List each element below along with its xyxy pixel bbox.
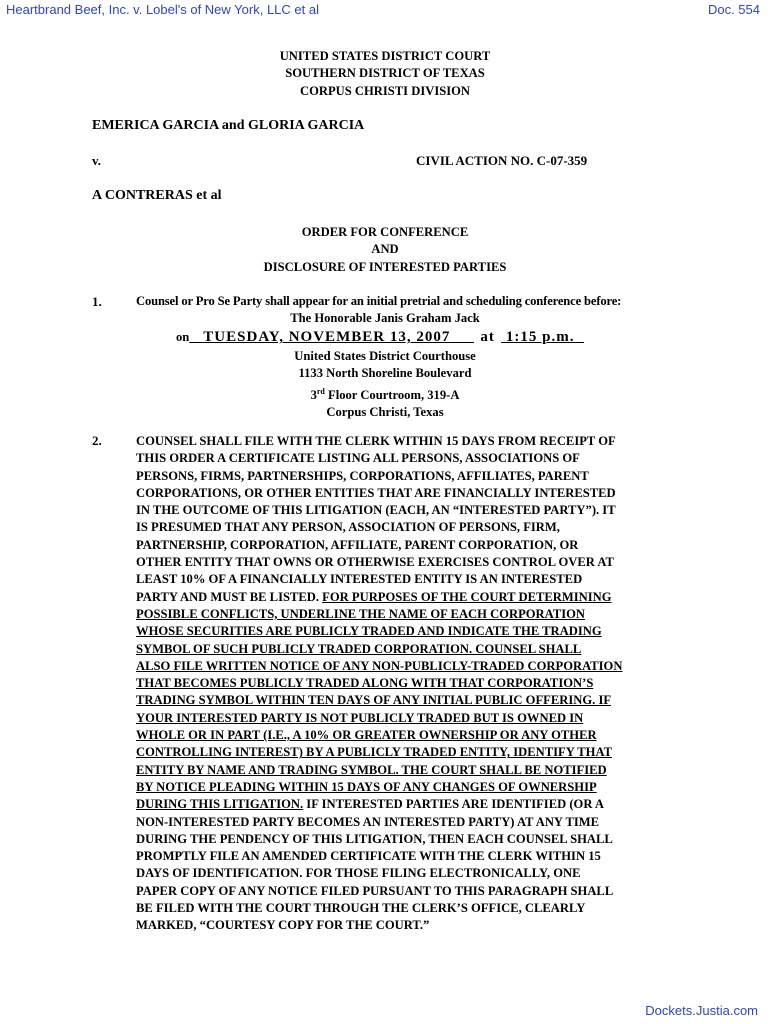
paragraph2-line: YOUR INTERESTED PARTY IS NOT PUBLICLY TRADED BUT IS OWNED IN: [136, 710, 584, 725]
paragraph2-line: WHOLE OR IN PART (I.E., A 10% OR GREATER OWNERSHIP OR ANY OTHER: [136, 728, 597, 743]
paragraph2-text: [136, 433, 696, 935]
paragraph2-line: WHOSE SECURITIES ARE PUBLICLY TRADED AND INDICATE THE TRADING: [136, 624, 602, 639]
paragraph2-line: PARTNERSHIP, CORPORATION, AFFILIATE, PARENT CORPORATION, OR: [136, 537, 579, 552]
paragraph2-line: ALSO FILE WRITTEN NOTICE OF ANY NON-PUBLICLY-TRADED CORPORATION: [136, 658, 623, 673]
civil-action-number: CIVIL ACTION NO. C-07-359: [416, 153, 588, 168]
paragraph2-line: OTHER ENTITY THAT OWNS OR OTHERWISE EXERCISES CONTROL OVER AT: [136, 555, 614, 570]
paragraph2-line: POSSIBLE CONFLICTS, UNDERLINE THE NAME OF EACH CORPORATION: [136, 606, 586, 621]
paragraph2-line: PARTY AND MUST BE LISTED. FOR PURPOSES OF THE COURT DETERMINING: [136, 589, 612, 604]
paragraph2-line: ENTITY BY NAME AND TRADING SYMBOL. THE COURT SHALL BE NOTIFIED: [136, 762, 607, 777]
paragraph2-line: THIS ORDER A CERTIFICATE LISTING ALL PERSONS, ASSOCIATIONS OF: [136, 451, 580, 466]
paragraph2-line: LEAST 10% OF A FINANCIALLY INTERESTED ENTITY IS AN INTERESTED: [136, 572, 583, 587]
paragraph2-line: SYMBOL OF SUCH PUBLICLY TRADED CORPORATION. COUNSEL SHALL: [136, 641, 582, 656]
paragraph2-line: BE FILED WITH THE COURT THROUGH THE CLERK’S OFFICE, CLEARLY: [136, 901, 586, 916]
justia-footer-link[interactable]: Dockets.Justia.com: [645, 1003, 758, 1018]
paragraph-number: 1.: [92, 294, 102, 309]
doc-number-link[interactable]: Doc. 554: [707, 2, 760, 17]
paragraph2-line: PROMPTLY FILE AN AMENDED CERTIFICATE WITH THE CLERK WITHIN 15: [136, 849, 601, 864]
plaintiffs: EMERICA GARCIA and GLORIA GARCIA: [92, 118, 365, 133]
address-line: 1133 North Shoreline Boulevard: [298, 366, 472, 381]
paragraph2-line: DAYS OF IDENTIFICATION. FOR THOSE FILING ELECTRONICALLY, ONE: [136, 866, 581, 881]
court-heading: [0, 48, 770, 100]
order-title-line: ORDER FOR CONFERENCE: [301, 225, 469, 239]
paragraph2-line: IN THE OUTCOME OF THIS LITIGATION (EACH, AN “INTERESTED PARTY”). IT: [136, 503, 616, 518]
court-line: SOUTHERN DISTRICT OF TEXAS: [285, 66, 485, 81]
paragraph-number: 2.: [92, 433, 102, 448]
at-label: at: [480, 329, 495, 345]
order-title-line: DISCLOSURE OF INTERESTED PARTIES: [263, 259, 507, 274]
paragraph2-line: THAT BECOMES PUBLICLY TRADED ALONG WITH THAT CORPORATION’S: [136, 676, 594, 691]
paragraph2-line: DURING THE PENDENCY OF THIS LITIGATION, THEN EACH COUNSEL SHALL: [136, 831, 613, 846]
judge-name: The Honorable Janis Graham Jack: [290, 311, 480, 325]
order-title: [0, 224, 770, 276]
paragraph2-line: MARKED, “COURTESY COPY FOR THE COURT.”: [136, 918, 430, 933]
paragraph2-line: PERSONS, FIRMS, PARTNERSHIPS, CORPORATIONS, AFFILIATES, PARENT: [136, 468, 589, 483]
paragraph2-line: COUNSEL SHALL FILE WITH THE CLERK WITHIN 15 DAYS FROM RECEIPT OF: [136, 434, 616, 448]
paragraph2-line: IS PRESUMED THAT ANY PERSON, ASSOCIATION OF PERSONS, FIRM,: [136, 520, 560, 535]
court-line: CORPUS CHRISTI DIVISION: [299, 83, 471, 98]
defendants: A CONTRERAS et al: [92, 188, 222, 203]
case-title-link[interactable]: Heartbrand Beef, Inc. v. Lobel's of New York, LLC et al: [6, 2, 319, 17]
paragraph2-line: CONTROLLING INTEREST) BY A PUBLICLY TRADED ENTITY, IDENTIFY THAT: [136, 745, 613, 760]
address-line: Corpus Christi, Texas: [326, 405, 444, 420]
paragraph2-line: CORPORATIONS, OR OTHER ENTITIES THAT ARE FINANCIALLY INTERESTED: [136, 485, 616, 500]
address-line: 3rd Floor Courtroom, 319-A: [310, 386, 460, 402]
paragraph2-line: NON-INTERESTED PARTY BECOMES AN INTERESTED PARTY) AT ANY TIME: [136, 814, 600, 829]
court-line: UNITED STATES DISTRICT COURT: [279, 49, 491, 63]
paragraph2-line: TRADING SYMBOL WITHIN TEN DAYS OF ANY INITIAL PUBLIC OFFERING. IF: [136, 693, 612, 708]
versus: v.: [92, 153, 102, 168]
paragraph2-line: PAPER COPY OF ANY NOTICE FILED PURSUANT TO THIS PARAGRAPH SHALL: [136, 883, 614, 898]
order-title-line: AND: [371, 242, 399, 257]
conference-time: 1:15 p.m.: [505, 329, 575, 345]
paragraph2-line: BY NOTICE PLEADING WITHIN 15 DAYS OF ANY CHANGES OF OWNERSHIP: [136, 779, 597, 794]
address-line: United States District Courthouse: [294, 349, 476, 363]
paragraph2-line: DURING THIS LITIGATION. IF INTERESTED PARTIES ARE IDENTIFIED (OR A: [136, 797, 604, 812]
on-label: on: [176, 330, 190, 344]
conference-date: TUESDAY, NOVEMBER 13, 2007: [203, 329, 451, 345]
paragraph1-text: Counsel or Pro Se Party shall appear for an initial pretrial and scheduling conference before:: [136, 294, 622, 308]
conference-date-line: [176, 329, 584, 346]
courthouse-address: [0, 348, 770, 422]
